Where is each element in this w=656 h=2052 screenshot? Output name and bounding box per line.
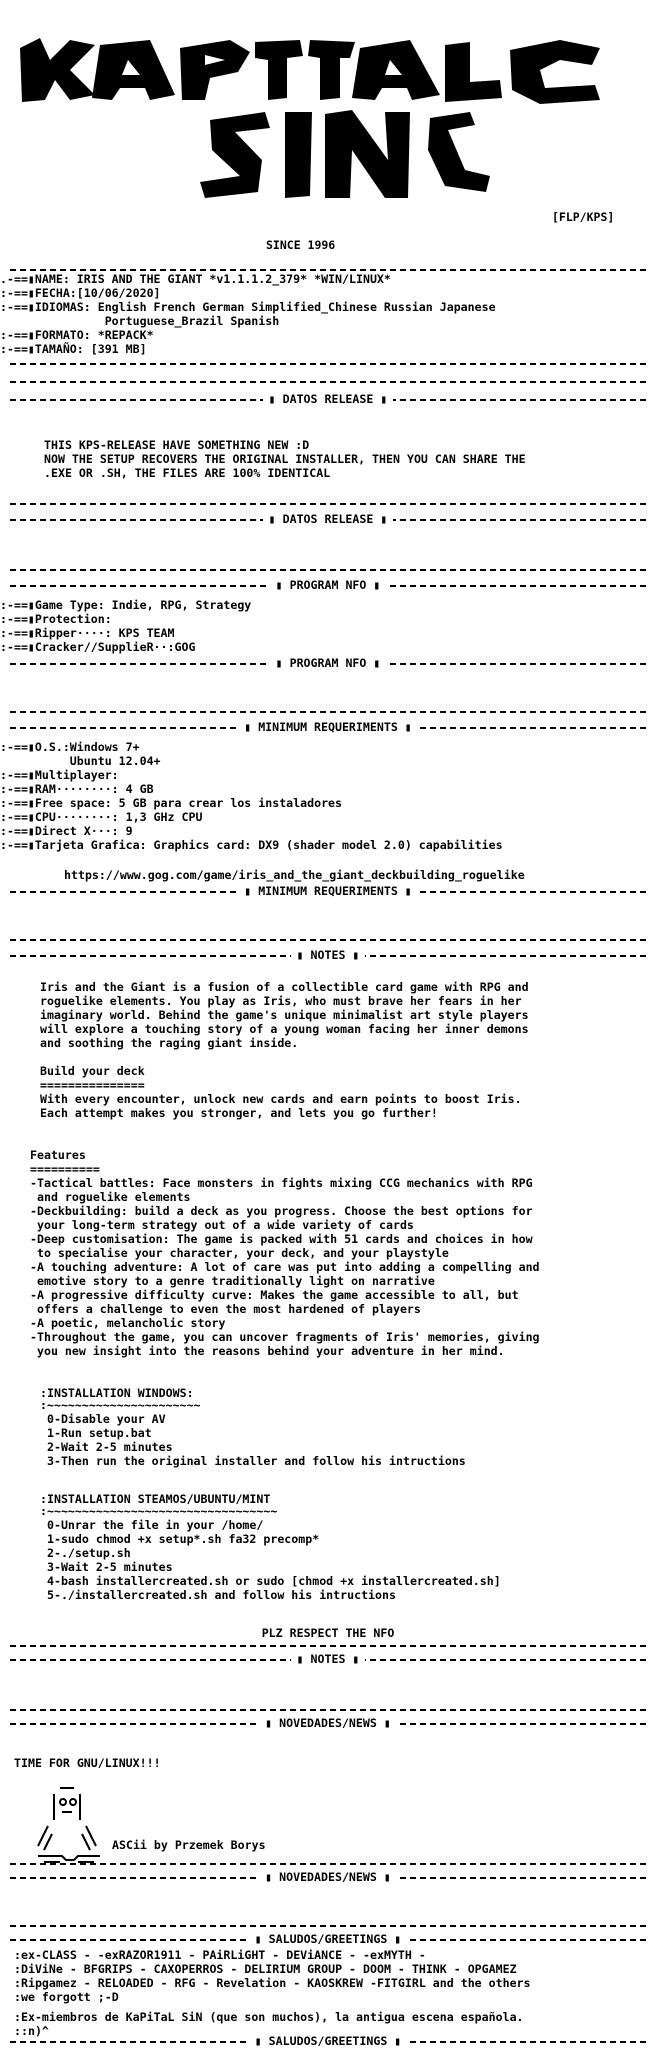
datos-header-label: ▮ DATOS RELEASE ▮ — [263, 392, 394, 406]
install-windows-step-0: 0-Disable your AV — [40, 1412, 166, 1426]
program-header-top-border — [10, 562, 646, 578]
install-linux-step-2: 2-./setup.sh — [40, 1546, 131, 1560]
news-footer — [10, 1870, 646, 1886]
datos-header-top-border — [10, 374, 646, 390]
req-ram: :-==▮RAM········: 4 GB — [0, 782, 154, 796]
req-os-cont: Ubuntu 12.04+ — [0, 754, 161, 768]
program-footer — [10, 656, 646, 672]
news-header — [10, 1716, 646, 1732]
datos-footer-top-border — [10, 496, 646, 512]
minimum-header-top-border — [10, 704, 646, 720]
notes-build-deck-title: Build your deck — [40, 1064, 145, 1078]
program-header — [10, 578, 646, 594]
install-linux-step-0: 0-Unrar the file in your /home/ — [40, 1518, 264, 1532]
feature-line-2: and roguelike elements — [30, 1190, 191, 1204]
install-linux-step-3: 3-Wait 2-5 minutes — [40, 1560, 173, 1574]
news-text: TIME FOR GNU/LINUX!!! — [14, 1756, 161, 1770]
store-url: https://www.gog.com/game/iris_and_the_giant_deckbuilding_roguelike — [64, 868, 525, 882]
install-windows-step-1: 1-Run setup.bat — [40, 1426, 152, 1440]
datos-line-1: THIS KPS-RELEASE HAVE SOMETHING NEW :D — [44, 438, 310, 452]
greetings-footer — [10, 2034, 646, 2050]
feature-line-11: -A poetic, melancholic story — [30, 1316, 226, 1330]
release-format: :-==▮FORMATO: *REPACK* — [0, 328, 154, 342]
news-footer-label: ▮ NOVEDADES/NEWS ▮ — [259, 1870, 397, 1884]
notes-header-label: ▮ NOTES ▮ — [291, 948, 366, 962]
notes-footer — [10, 1652, 646, 1668]
program-header-label: ▮ PROGRAM NFO ▮ — [270, 578, 387, 592]
minimum-footer-label: ▮ MINIMUM REQUERIMENTS ▮ — [238, 884, 418, 898]
datos-line-2: NOW THE SETUP RECOVERS THE ORIGINAL INSTALLER, THEN YOU CAN SHARE THE — [44, 452, 526, 466]
notes-line-4: will explore a touching story of a young woman facing her inner demons — [40, 1022, 529, 1036]
release-name: .-==▮NAME: IRIS AND THE GIANT *v1.1.1.2_379* *WIN/LINUX* — [0, 272, 391, 286]
feature-line-12: -Throughout the game, you can uncover fragments of Iris' memories, giving — [30, 1330, 540, 1344]
release-languages: :-==▮IDIOMAS: English French German Simplified_Chinese Russian Japanese — [0, 300, 496, 314]
program-protection: :-==▮Protection: — [0, 612, 112, 626]
release-date: :-==▮FECHA:[10/06/2020] — [0, 286, 161, 300]
minimum-header-label: ▮ MINIMUM REQUERIMENTS ▮ — [238, 720, 418, 734]
greetings-line-4: :we forgott ;-D — [14, 1990, 119, 2004]
program-game-type: :-==▮Game Type: Indie, RPG, Strategy — [0, 598, 252, 612]
req-cpu: :-==▮CPU········: 1,3 GHz CPU — [0, 810, 203, 824]
install-windows-step-2: 2-Wait 2-5 minutes — [40, 1440, 173, 1454]
notes-line-1: Iris and the Giant is a fusion of a collectible card game with RPG and — [40, 980, 529, 994]
req-multiplayer: :-==▮Multiplayer: — [0, 768, 119, 782]
ascii-credit: ASCii by Przemek Borys — [112, 1838, 266, 1852]
feature-line-7: -A touching adventure: A lot of care was put into adding a compelling and — [30, 1260, 540, 1274]
release-size: :-==▮TAMAÑO: [391 MB] — [0, 342, 147, 356]
req-directx: :-==▮Direct X···: 9 — [0, 824, 133, 838]
notes-header-top-border — [10, 932, 646, 948]
feature-line-1: -Tactical battles: Face monsters in fights mixing CCG mechanics with RPG — [30, 1176, 533, 1190]
program-footer-label: ▮ PROGRAM NFO ▮ — [270, 656, 387, 670]
install-linux-step-1: 1-sudo chmod +x setup*.sh fa32 precomp* — [40, 1532, 320, 1546]
feature-line-10: offers a challenge to even the most hardened of players — [30, 1302, 421, 1316]
install-linux-step-5: 5-./installercreated.sh and follow his intructions — [40, 1588, 396, 1602]
greetings-footer-label: ▮ SALUDOS/GREETINGS ▮ — [249, 2034, 408, 2048]
notes-header — [10, 948, 646, 964]
feature-line-6: to specialise your character, your deck, and your playstyle — [30, 1246, 449, 1260]
program-ripper: :-==▮Ripper····: KPS TEAM — [0, 626, 175, 640]
notes-line-8: With every encounter, unlock new cards and earn points to boost Iris. — [40, 1092, 522, 1106]
feature-line-13: you new insight into the reasons behind your adventure in her mind. — [30, 1344, 505, 1358]
features-title: Features — [30, 1148, 86, 1162]
minimum-header — [10, 720, 646, 736]
notes-line-9: Each attempt makes you stronger, and lets you go further! — [40, 1106, 438, 1120]
install-linux-title: :INSTALLATION STEAMOS/UBUNTU/MINT — [40, 1492, 271, 1506]
datos-header — [10, 392, 646, 408]
news-header-label: ▮ NOVEDADES/NEWS ▮ — [259, 1716, 397, 1730]
install-linux-step-4: 4-bash installercreated.sh or sudo [chmod +x installercreated.sh] — [40, 1574, 501, 1588]
greetings-line-2: :DiViNe - BFGRIPS - CAXOPERROS - DELIRIUM GROUP - DOOM - THINK - OPGAMEZ — [14, 1962, 517, 1976]
features-rule: ========== — [30, 1162, 100, 1176]
install-windows-title: :INSTALLATION WINDOWS: — [40, 1386, 194, 1400]
group-tag: [FLP/KPS] — [552, 210, 615, 224]
notes-line-5: and soothing the raging giant inside. — [40, 1036, 299, 1050]
release-languages-cont: Portuguese_Brazil Spanish — [0, 314, 280, 328]
greetings-line-1: :ex-CLASS - -exRAZOR1911 - PAiRLiGHT - DEViANCE - -exMYTH - — [14, 1948, 426, 1962]
greetings-line-6: ::n)^ — [14, 2024, 49, 2038]
install-windows-step-3: 3-Then run the original installer and follow his intructions — [40, 1454, 466, 1468]
install-linux-rule: :~~~~~~~~~~~~~~~~~~~~~~~~~~~~~~~~~ — [40, 1504, 278, 1518]
greetings-header — [10, 1932, 646, 1948]
datos-line-3: .EXE OR .SH, THE FILES ARE 100% IDENTICAL — [44, 466, 331, 480]
feature-line-3: -Deckbuilding: build a deck as you progress. Choose the best options for — [30, 1204, 533, 1218]
req-graphics: :-==▮Tarjeta Grafica: Graphics card: DX9 (shader model 2.0) capabilities — [0, 838, 503, 852]
datos-footer — [10, 512, 646, 528]
greetings-line-3: :Ripgamez - RELOADED - RFG - Revelation - KAOSKREW -FITGIRL and the others — [14, 1976, 531, 1990]
notes-footer-label: ▮ NOTES ▮ — [291, 1652, 366, 1666]
minimum-footer — [10, 884, 646, 900]
release-info-bottom-border — [10, 356, 646, 372]
req-os: :-==▮O.S.:Windows 7+ — [0, 740, 140, 754]
datos-footer-label: ▮ DATOS RELEASE ▮ — [263, 512, 394, 526]
install-windows-rule: :~~~~~~~~~~~~~~~~~~~~~~ — [40, 1398, 201, 1412]
since-label: SINCE 1996 — [266, 238, 336, 252]
feature-line-4: your long-term strategy out of a wide variety of cards — [30, 1218, 414, 1232]
req-free-space: :-==▮Free space: 5 GB para crear los instaladores — [0, 796, 343, 810]
greetings-header-label: ▮ SALUDOS/GREETINGS ▮ — [249, 1932, 408, 1946]
notes-line-2: roguelike elements. You play as Iris, who must brave her fears in her — [40, 994, 522, 1008]
feature-line-8: emotive story to a genre traditionally light on narrative — [30, 1274, 435, 1288]
notes-line-3: imaginary world. Behind the game's unique minimalist art style players — [40, 1008, 529, 1022]
feature-line-5: -Deep customisation: The game is packed with 51 cards and choices in how — [30, 1232, 533, 1246]
feature-line-9: -A progressive difficulty curve: Makes the game accessible to all, but — [30, 1288, 519, 1302]
respect-nfo: PLZ RESPECT THE NFO — [261, 1626, 395, 1640]
notes-build-deck-rule: =============== — [40, 1078, 145, 1092]
program-cracker: :-==▮Cracker//SupplieR··:GOG — [0, 640, 196, 654]
greetings-line-5: :Ex-miembros de KaPiTaL SiN (que son muchos), la antigua escena española. — [14, 2010, 524, 2024]
